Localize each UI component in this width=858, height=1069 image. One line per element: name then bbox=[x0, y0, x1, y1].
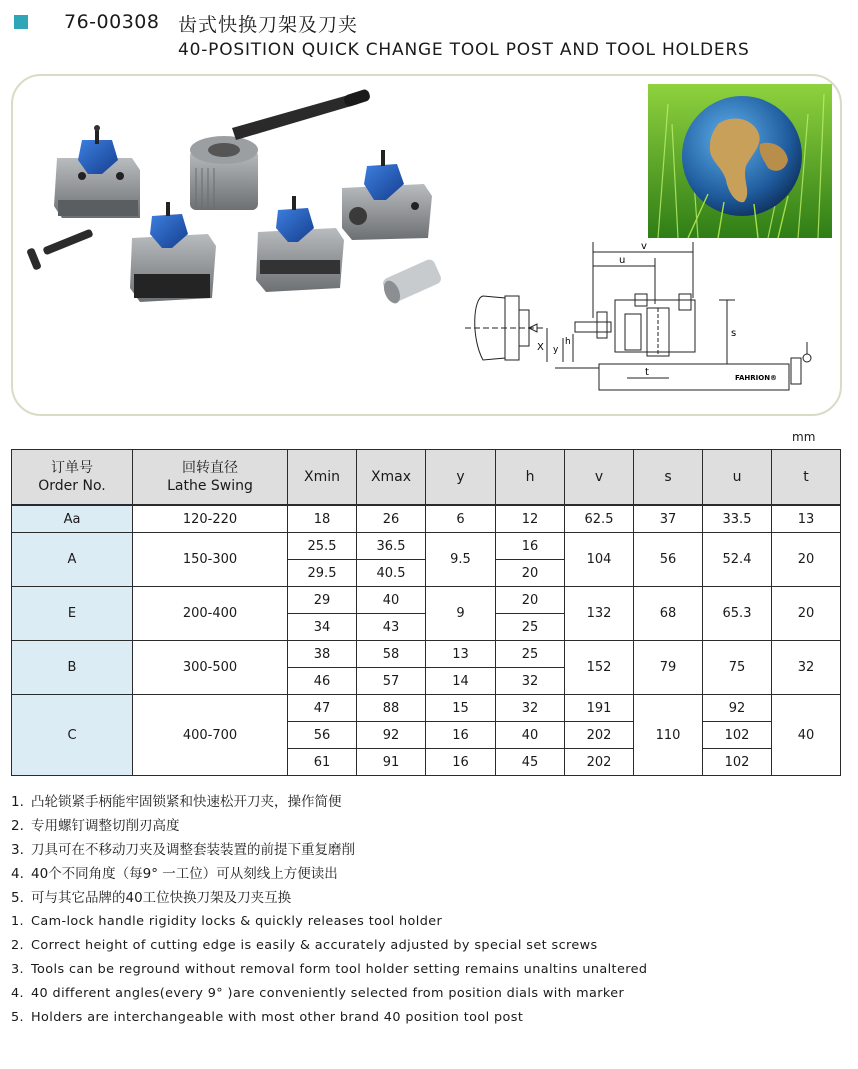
header-swing-en: Lathe Swing bbox=[167, 478, 253, 494]
xmax-cell: 43 bbox=[357, 614, 426, 641]
h-cell: 32 bbox=[496, 668, 565, 695]
header-order-cn: 订单号 bbox=[51, 460, 93, 476]
tool-post-set-image bbox=[22, 88, 452, 318]
xmin-cell: 18 bbox=[288, 505, 357, 533]
v-cell: 104 bbox=[565, 533, 634, 587]
xmin-cell: 29.5 bbox=[288, 560, 357, 587]
header-xmax: Xmax bbox=[357, 450, 426, 506]
note-text: Holders are interchangeable with most other brand 40 position tool post bbox=[31, 1010, 524, 1025]
table-header-row bbox=[12, 450, 841, 506]
v-cell: 191 bbox=[565, 695, 634, 722]
xmax-cell: 36.5 bbox=[357, 533, 426, 560]
xmax-cell: 91 bbox=[357, 749, 426, 776]
s-cell: 110 bbox=[634, 695, 703, 776]
header-u: u bbox=[703, 450, 772, 506]
h-cell: 25 bbox=[496, 641, 565, 668]
diagram-label-u: u bbox=[619, 255, 626, 266]
xmin-cell: 34 bbox=[288, 614, 357, 641]
h-cell: 16 bbox=[496, 533, 565, 560]
note-number: 3. bbox=[11, 962, 25, 977]
y-cell: 13 bbox=[426, 641, 496, 668]
note-text: 凸轮锁紧手柄能牢固锁紧和快速松开刀夹，操作简便 bbox=[31, 794, 342, 810]
swing-cell: 200-400 bbox=[133, 587, 288, 641]
h-cell: 32 bbox=[496, 695, 565, 722]
swing-cell: 120-220 bbox=[133, 505, 288, 533]
note-text: Tools can be reground without removal form tool holder setting remains unaltins unaltered bbox=[31, 962, 648, 977]
y-cell: 9.5 bbox=[426, 533, 496, 587]
header-swing-cn: 回转直径 bbox=[182, 460, 238, 476]
t-cell: 20 bbox=[772, 587, 841, 641]
table-row bbox=[12, 695, 841, 722]
tool-holder-1 bbox=[54, 125, 140, 218]
tool-holder-4 bbox=[342, 150, 432, 240]
h-cell: 40 bbox=[496, 722, 565, 749]
table-row bbox=[12, 641, 841, 668]
note-number: 5. bbox=[11, 890, 24, 906]
h-cell: 20 bbox=[496, 587, 565, 614]
note-number: 5. bbox=[11, 1010, 25, 1025]
xmin-cell: 47 bbox=[288, 695, 357, 722]
xmax-cell: 26 bbox=[357, 505, 426, 533]
page-header bbox=[14, 6, 844, 66]
xmax-cell: 40.5 bbox=[357, 560, 426, 587]
xmax-cell: 58 bbox=[357, 641, 426, 668]
note-number: 4. bbox=[11, 866, 24, 882]
diagram-label-h: h bbox=[565, 337, 571, 347]
note-cn bbox=[11, 790, 841, 814]
table-row bbox=[12, 587, 841, 614]
header-s: s bbox=[634, 450, 703, 506]
u-cell: 92 bbox=[703, 695, 772, 722]
h-cell: 12 bbox=[496, 505, 565, 533]
dimension-diagram bbox=[465, 238, 825, 398]
s-cell: 79 bbox=[634, 641, 703, 695]
s-cell: 68 bbox=[634, 587, 703, 641]
y-cell: 16 bbox=[426, 749, 496, 776]
note-cn bbox=[11, 814, 841, 838]
title-chinese: 齿式快换刀架及刀夹 bbox=[178, 14, 359, 36]
y-cell: 6 bbox=[426, 505, 496, 533]
v-cell: 62.5 bbox=[565, 505, 634, 533]
order-cell: E bbox=[12, 587, 133, 641]
xmin-cell: 56 bbox=[288, 722, 357, 749]
header-lathe-swing bbox=[133, 450, 288, 506]
feature-notes bbox=[11, 790, 841, 1030]
diagram-label-t: t bbox=[645, 367, 649, 378]
s-cell: 56 bbox=[634, 533, 703, 587]
order-cell: Aa bbox=[12, 505, 133, 533]
note-en bbox=[11, 1006, 841, 1030]
note-number: 2. bbox=[11, 938, 25, 953]
product-code: 76-00308 bbox=[64, 11, 160, 33]
diagram-label-y: y bbox=[553, 345, 559, 355]
note-en bbox=[11, 958, 841, 982]
accent-square-icon bbox=[14, 15, 28, 29]
note-number: 2. bbox=[11, 818, 24, 834]
note-text: 40个不同角度（每9° 一工位）可从刻线上方便读出 bbox=[31, 866, 338, 882]
y-cell: 16 bbox=[426, 722, 496, 749]
xmin-cell: 46 bbox=[288, 668, 357, 695]
u-cell: 65.3 bbox=[703, 587, 772, 641]
note-en bbox=[11, 934, 841, 958]
u-cell: 102 bbox=[703, 749, 772, 776]
t-cell: 32 bbox=[772, 641, 841, 695]
boring-bar-sleeve bbox=[381, 258, 443, 306]
order-cell: A bbox=[12, 533, 133, 587]
header-order-en: Order No. bbox=[38, 478, 106, 494]
note-number: 3. bbox=[11, 842, 24, 858]
t-cell: 13 bbox=[772, 505, 841, 533]
t-cell: 20 bbox=[772, 533, 841, 587]
table-row bbox=[12, 505, 841, 533]
header-order-no bbox=[12, 450, 133, 506]
diagram-label-s: s bbox=[731, 328, 737, 339]
xmax-cell: 40 bbox=[357, 587, 426, 614]
swing-cell: 150-300 bbox=[133, 533, 288, 587]
note-cn bbox=[11, 862, 841, 886]
t-cell: 40 bbox=[772, 695, 841, 776]
diagram-brand-label: FAHRION® bbox=[735, 374, 778, 382]
globe-grass-photo bbox=[648, 84, 832, 238]
header-t: t bbox=[772, 450, 841, 506]
note-text: Cam-lock handle rigidity locks & quickly releases tool holder bbox=[31, 914, 443, 929]
note-number: 4. bbox=[11, 986, 25, 1001]
specification-table bbox=[11, 449, 841, 776]
y-cell: 14 bbox=[426, 668, 496, 695]
note-en bbox=[11, 910, 841, 934]
tool-holder-3 bbox=[256, 196, 344, 292]
u-cell: 33.5 bbox=[703, 505, 772, 533]
xmax-cell: 92 bbox=[357, 722, 426, 749]
note-text: 40 different angles(every 9° )are conveniently selected from position dials with marker bbox=[31, 986, 625, 1001]
note-cn bbox=[11, 838, 841, 862]
key-wrench bbox=[26, 229, 93, 271]
note-cn bbox=[11, 886, 841, 910]
note-number: 1. bbox=[11, 794, 24, 810]
y-cell: 15 bbox=[426, 695, 496, 722]
order-cell: B bbox=[12, 641, 133, 695]
u-cell: 102 bbox=[703, 722, 772, 749]
xmin-cell: 29 bbox=[288, 587, 357, 614]
table-row bbox=[12, 533, 841, 560]
u-cell: 52.4 bbox=[703, 533, 772, 587]
v-cell: 202 bbox=[565, 722, 634, 749]
header-v: v bbox=[565, 450, 634, 506]
h-cell: 20 bbox=[496, 560, 565, 587]
xmin-cell: 38 bbox=[288, 641, 357, 668]
swing-cell: 400-700 bbox=[133, 695, 288, 776]
v-cell: 152 bbox=[565, 641, 634, 695]
diagram-label-x: X bbox=[537, 342, 544, 353]
note-number: 1. bbox=[11, 914, 25, 929]
header-xmin: Xmin bbox=[288, 450, 357, 506]
order-cell: C bbox=[12, 695, 133, 776]
h-cell: 25 bbox=[496, 614, 565, 641]
note-en bbox=[11, 982, 841, 1006]
note-text: 刀具可在不移动刀夹及调整套装装置的前提下重复磨削 bbox=[31, 842, 355, 858]
v-cell: 132 bbox=[565, 587, 634, 641]
note-text: Correct height of cutting edge is easily & accurately adjusted by special set screws bbox=[31, 938, 598, 953]
y-cell: 9 bbox=[426, 587, 496, 641]
xmax-cell: 57 bbox=[357, 668, 426, 695]
diagram-label-v: v bbox=[641, 241, 647, 252]
note-text: 可与其它品牌的40工位快换刀架及刀夹互换 bbox=[31, 890, 292, 906]
s-cell: 37 bbox=[634, 505, 703, 533]
xmin-cell: 25.5 bbox=[288, 533, 357, 560]
header-h: h bbox=[496, 450, 565, 506]
xmin-cell: 61 bbox=[288, 749, 357, 776]
h-cell: 45 bbox=[496, 749, 565, 776]
swing-cell: 300-500 bbox=[133, 641, 288, 695]
tool-holder-2 bbox=[130, 202, 216, 302]
header-y: y bbox=[426, 450, 496, 506]
u-cell: 75 bbox=[703, 641, 772, 695]
title-english: 40-POSITION QUICK CHANGE TOOL POST AND TOOL HOLDERS bbox=[178, 40, 750, 60]
unit-label: mm bbox=[792, 430, 816, 444]
xmax-cell: 88 bbox=[357, 695, 426, 722]
v-cell: 202 bbox=[565, 749, 634, 776]
note-text: 专用螺钉调整切削刃高度 bbox=[31, 818, 180, 834]
